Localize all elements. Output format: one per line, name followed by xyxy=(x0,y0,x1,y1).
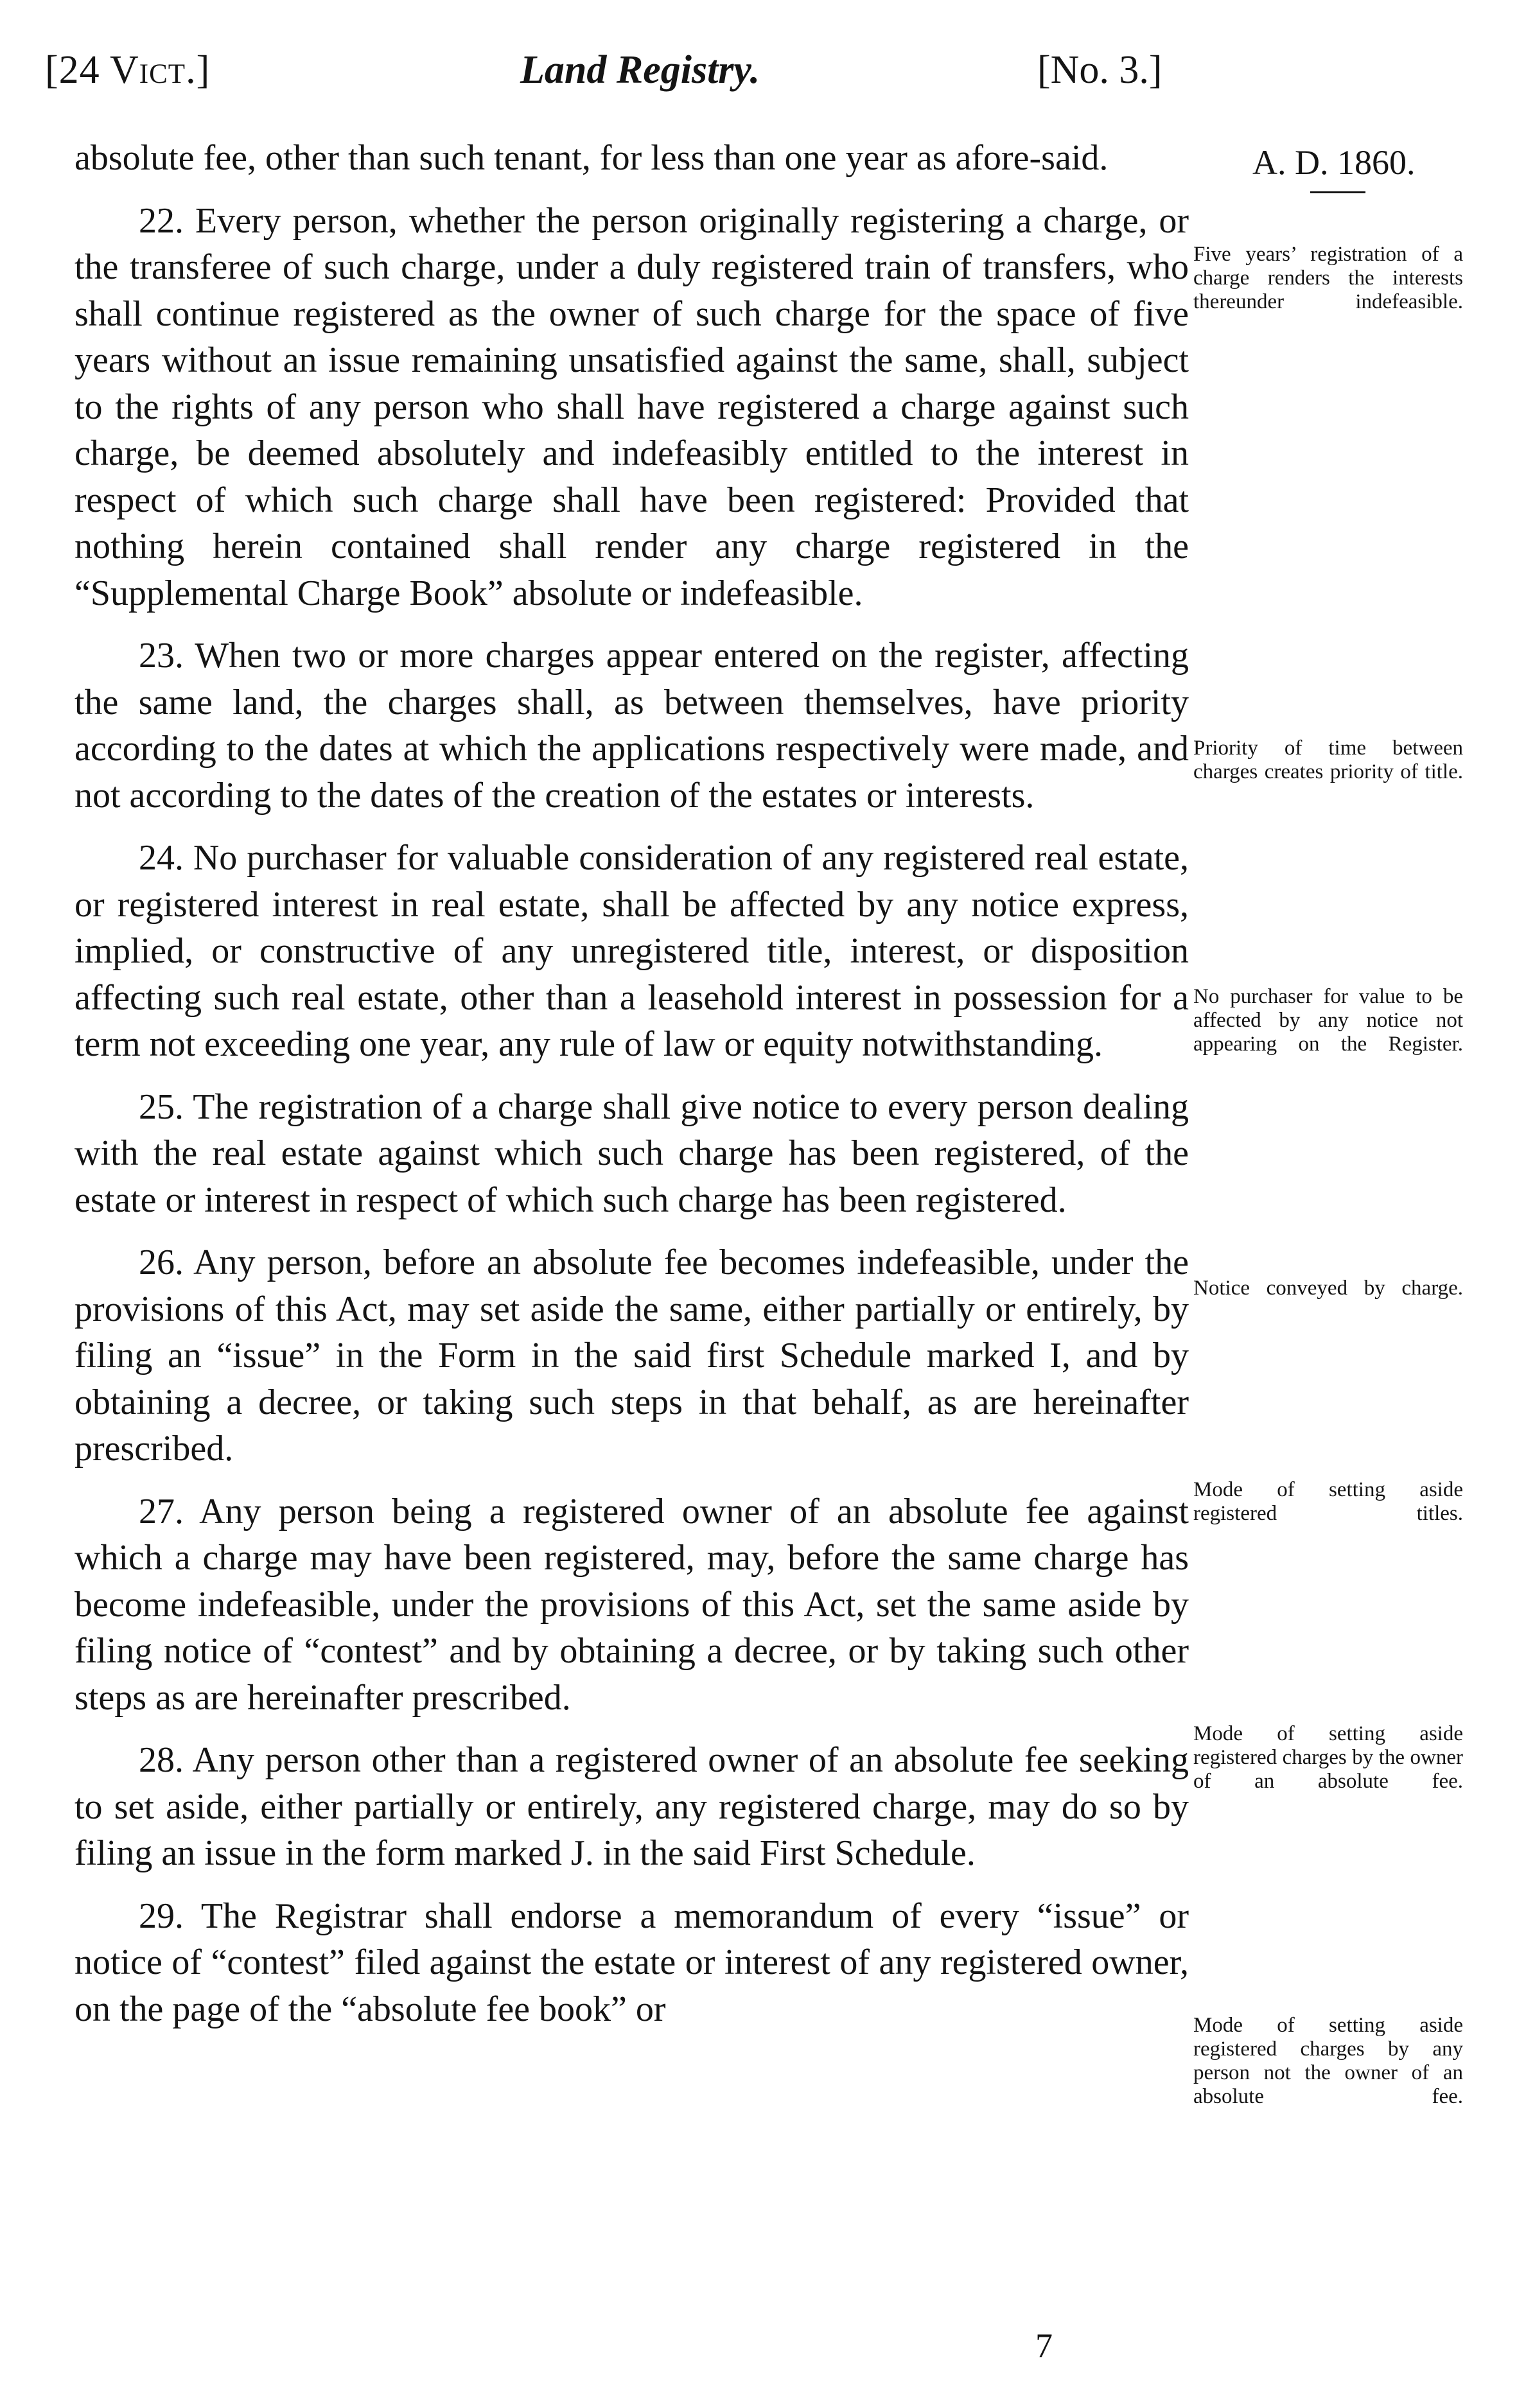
margin-note-section-24: No purchaser for value to be affected by any notice not appearing on the Register. xyxy=(1193,985,1463,1056)
section-24: 24. No purchaser for valuable consideration of any registered real estate, or registered interest in real estate, shall be affected by any notice express, implied, or constructive of any unregistered title, interest, or disposition affecting such real estate, other than a leasehold interest in possession for a term not exceeding one year, any rule of law or equity notwithstanding. xyxy=(75,838,1189,1064)
margin-note-section-25: Notice conveyed by charge. xyxy=(1193,1277,1463,1300)
year-marker: A. D. 1860. xyxy=(1252,143,1416,182)
section-23: 23. When two or more charges appear entered on the register, affecting the same land, the charges shall, as between themselves, have priority according to the dates at which the applications respectively were made, and not according to the dates of the creation of the estates or interests. xyxy=(75,636,1189,816)
section-27: 27. Any person being a registered owner of an absolute fee against which a charge may have been registered, may, before the same charge has become indefeasible, under the provisions of this Act, set the same aside by filing notice of “contest” and by obtaining a decree, or by taking such other steps as are hereinafter prescribed. xyxy=(75,1491,1189,1718)
section-29: 29. The Registrar shall endorse a memorandum of every “issue” or notice of “contest” filed against the estate or interest of any registered owner, on the page of the “absolute fee book” or xyxy=(75,1896,1189,2029)
section-28: 28. Any person other than a registered owner of an absolute fee seeking to set aside, either partially or entirely, any registered charge, may do so by filing an issue in the form marked J. in the said First Schedule. xyxy=(75,1740,1189,1873)
section-26: 26. Any person, before an absolute fee becomes indefeasible, under the provisions of this Act, may set aside the same, either partially or entirely, by filing an “issue” in the Form in the said first Schedule marked I, and by obtaining a decree, or taking such steps in that behalf, as are hereinafter prescribed. xyxy=(75,1243,1189,1469)
margin-note-section-26: Mode of setting aside registered titles. xyxy=(1193,1478,1463,1525)
body-text xyxy=(75,135,1189,2048)
margin-note-section-23: Priority of time between charges creates priority of title. xyxy=(1193,737,1463,783)
paragraph-continued: absolute fee, other than such tenant, for less than one year as afore-said. xyxy=(75,138,1109,178)
year-rule xyxy=(1310,191,1365,193)
section-22: 22. Every person, whether the person originally registering a charge, or the transferee of such charge, under a duly registered train of transfers, who shall continue registered as the owner of such charge for the space of five years without an issue remaining unsatisfied against the same, shall, subject to the rights of any person who shall have registered a charge against such charge, be deemed absolutely and indefeasibly entitled to the interest in respect of which such charge shall have been registered: Provided that nothing herein contained shall render any charge registered in the “Supplemental Charge Book” absolute or indefeasible. xyxy=(75,200,1189,613)
margin-note-section-28: Mode of setting aside registered charges by any person not the owner of an absolute fee. xyxy=(1193,2014,1463,2108)
running-head-title: Land Registry. xyxy=(520,48,760,92)
page-number: 7 xyxy=(1035,2326,1053,2365)
section-25: 25. The registration of a charge shall give notice to every person dealing with the real estate against which such charge has been registered, of the estate or interest in respect of which such charge has been registered. xyxy=(75,1086,1189,1220)
margin-note-section-22: Five years’ registration of a charge renders the interests thereunder indefeasible. xyxy=(1193,243,1463,313)
running-head-session: [24 Vict.] xyxy=(45,48,211,92)
running-head-act-number: [No. 3.] xyxy=(1037,48,1162,92)
margin-note-section-27: Mode of setting aside registered charges by the owner of an absolute fee. xyxy=(1193,1722,1463,1793)
